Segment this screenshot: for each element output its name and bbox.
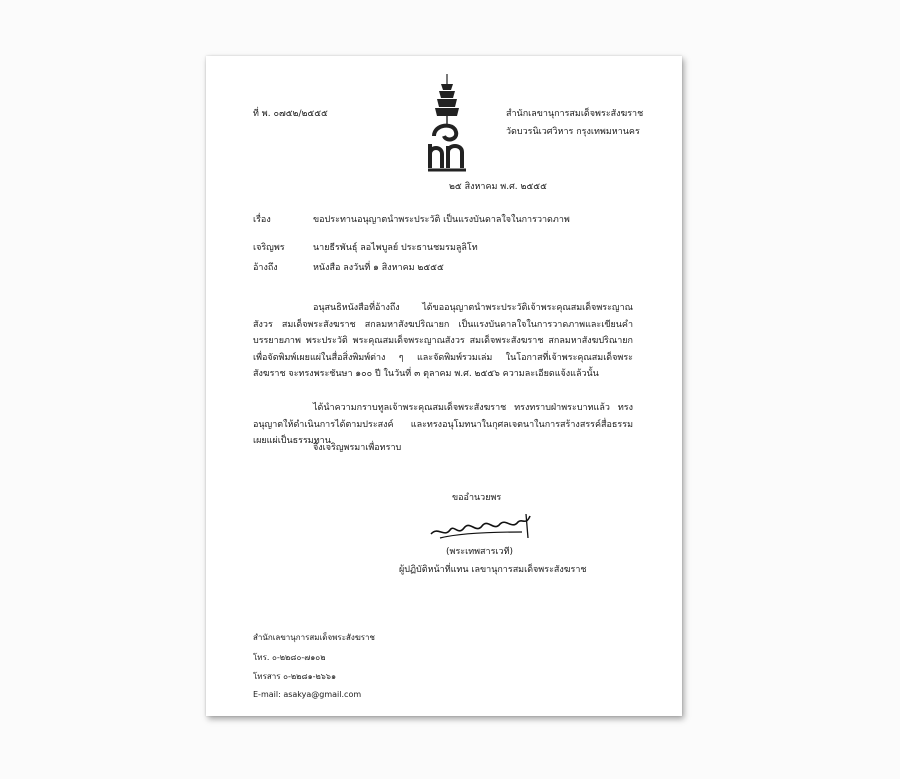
royal-crest-icon (424, 74, 470, 178)
reference-label: อ้างถึง (253, 263, 278, 273)
signer-name: (พระเทพสารเวที) (446, 547, 514, 557)
closing-text: ขออำนวยพร (452, 493, 502, 503)
body-paragraph-3: จึงเจริญพรมาเพื่อทราบ (313, 443, 402, 453)
body-paragraph-2: ได้นำความกราบทูลเจ้าพระคุณสมเด็จพระสังฆราช ทรงทราบฝ่าพระบาทแล้ว ทรงอนุญาตให้ดำเนินการได้ตามประสงค์ และทรงอนุโมทนาในกุศลเจตนาในการสร้างสรรค์สื่อธรรมเผยแผ่เป็นธรรมทาน (253, 403, 633, 446)
body-paragraph-1: อนุสนธิหนังสือที่อ้างถึง ได้ขออนุญาตนำพระประวัติเจ้าพระคุณสมเด็จพระญาณสังวร สมเด็จพระสังฆราช สกลมหาสังฆปริณายก เป็นแรงบันดาลใจในการวาดภาพและเขียนคำบรรยายภาพ พระประวัติ พระคุณสมเด็จพระญาณสังวร สมเด็จพระสังฆราช สกลมหาสังฆปริณายก เพื่อจัดพิมพ์เผยแผ่ในสื่อสิ่งพิมพ์ต่าง ๆ และจัดพิมพ์รวมเล่ม ในโอกาสที่เจ้าพระคุณสมเด็จพระสังฆราช จะทรงพระชันษา ๑๐๐ ปี ในวันที่ ๓ ตุลาคม พ.ศ. ๒๕๕๖ ความละเอียดแจ้งแล้วนั้น (253, 303, 633, 379)
footer-telephone: โทร. ๐-๒๒๘๐-๗๑๐๒ (253, 653, 326, 662)
office-address: วัดบวรนิเวศวิหาร กรุงเทพมหานคร (506, 127, 640, 137)
recipient-label: เจริญพร (253, 243, 285, 253)
subject-text: ขอประทานอนุญาตนำพระประวัติ เป็นแรงบันดาลใจในการวาดภาพ (313, 215, 570, 225)
reference-number: ที่ พ. ๐๗๕๒/๒๕๕๕ (253, 109, 328, 119)
footer-office: สำนักเลขานุการสมเด็จพระสังฆราช (253, 633, 375, 642)
recipient-text: นายธีรพันธุ์ ลอไพบูลย์ ประธานชมรมลูลิโท (313, 243, 478, 253)
footer-fax: โทรสาร ๐-๒๒๘๑-๒๖๖๑ (253, 672, 337, 681)
letter-date: ๒๕ สิงหาคม พ.ศ. ๒๕๕๕ (449, 182, 547, 192)
letter-page (206, 56, 682, 716)
signature-icon (426, 508, 546, 548)
office-name: สำนักเลขานุการสมเด็จพระสังฆราช (506, 109, 644, 119)
reference-text: หนังสือ ลงวันที่ ๑ สิงหาคม ๒๕๕๕ (313, 263, 444, 273)
footer-email: E-mail: asakya@gmail.com (253, 690, 362, 699)
signer-title: ผู้ปฏิบัติหน้าที่แทน เลขานุการสมเด็จพระสังฆราช (399, 565, 587, 575)
subject-label: เรื่อง (253, 215, 271, 225)
